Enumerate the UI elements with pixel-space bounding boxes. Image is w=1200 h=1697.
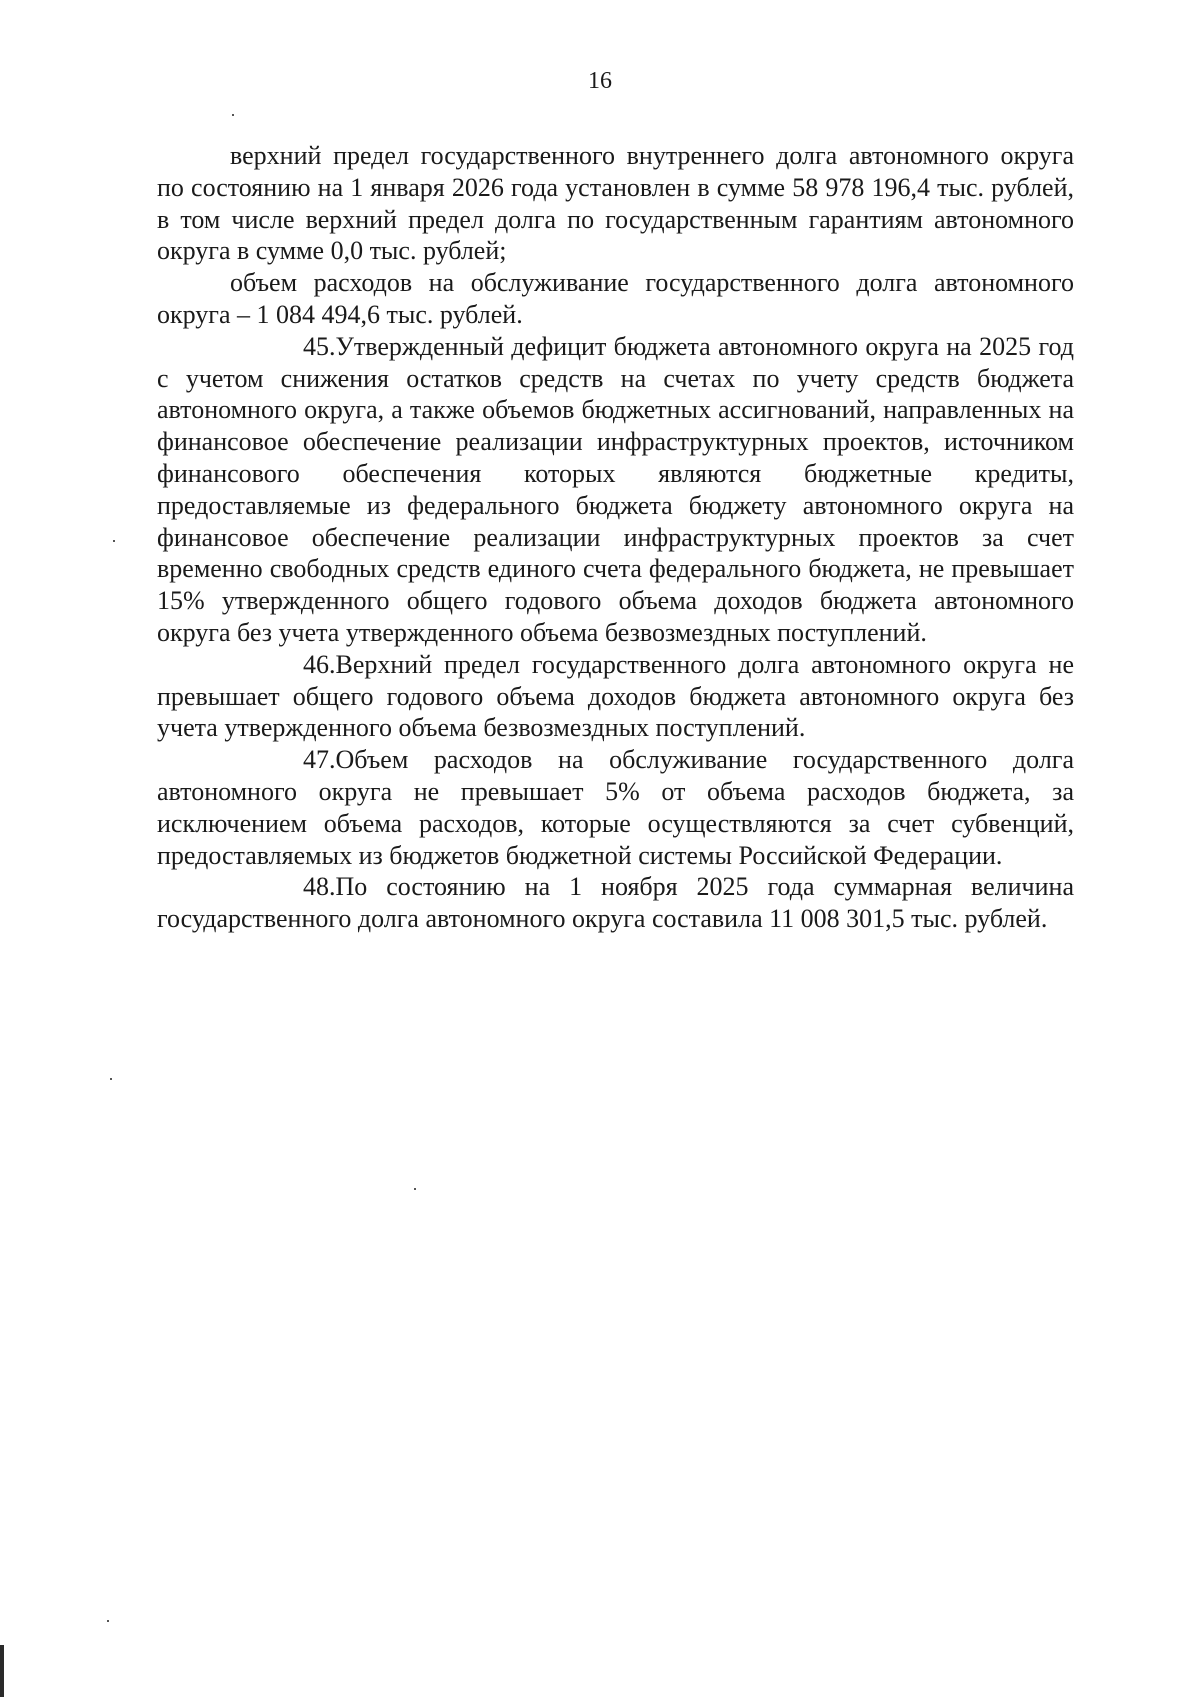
scan-edge-mark [0,1645,4,1697]
scan-speck [110,1078,112,1080]
paragraph-46 [157,649,1074,744]
page-number: 16 [588,68,612,94]
paragraph-47 [157,744,1074,871]
scan-speck [113,540,115,542]
scan-speck [232,114,234,116]
paragraph-text: объем расходов на обслуживание государственного долга автономного округа – 1 084 494,6 тыс. рублей. [157,268,1074,329]
paragraph-text: Верхний предел государственного долга автономного округа не превышает общего годового объема доходов бюджета автономного округа без учета утвержденного объема безвозмездных поступлений. [157,649,1074,743]
paragraph-debt-upper-limit [157,140,1074,267]
paragraph-48 [157,871,1074,935]
paragraph-text: Объем расходов на обслуживание государственного долга автономного округа не превышает 5% от объема расходов бюджета, за исключением объема расходов, которые осуществляются за счет субвенций, предоставляемых из бюджетов бюджетной системы Российской Федерации. [157,745,1074,870]
paragraph-number: 45. [303,331,336,361]
paragraph-number: 46. [303,649,336,679]
scan-speck [107,1620,109,1622]
paragraph-45 [157,331,1074,649]
paragraph-text: Утвержденный дефицит бюджета автономного округа на 2025 год с учетом снижения остатков средств на счетах по учету средств бюджета автономного округа, а также объемов бюджетных ассигнований, направленных на финансовое обеспечение реализации инфраструктурных проектов, источником финансового обеспечения которых являются бюджетные кредиты, предоставляемые из федерального бюджета бюджету автономного округа на финансовое обеспечение реализации инфраструктурных проектов за счет временно свободных средств единого счета федерального бюджета, не превышает 15% утвержденного общего годового объема доходов бюджета автономного округа без учета утвержденного объема безвозмездных поступлений. [157,331,1074,647]
paragraph-number: 47. [303,745,336,775]
paragraph-number: 48. [303,872,336,902]
paragraph-debt-service-volume [157,267,1074,331]
paragraph-text: По состоянию на 1 ноября 2025 года суммарная величина государственного долга автономного округа составила 11 008 301,5 тыс. рублей. [157,872,1074,934]
document-body [157,140,1074,935]
scan-speck [414,1188,416,1190]
paragraph-text: верхний предел государственного внутреннего долга автономного округа по состоянию на 1 января 2026 года установлен в сумме 58 978 196,4 тыс. рублей, в том числе верхний предел долга по государственным гарантиям автономного округа в сумме 0,0 тыс. рублей; [157,141,1074,266]
